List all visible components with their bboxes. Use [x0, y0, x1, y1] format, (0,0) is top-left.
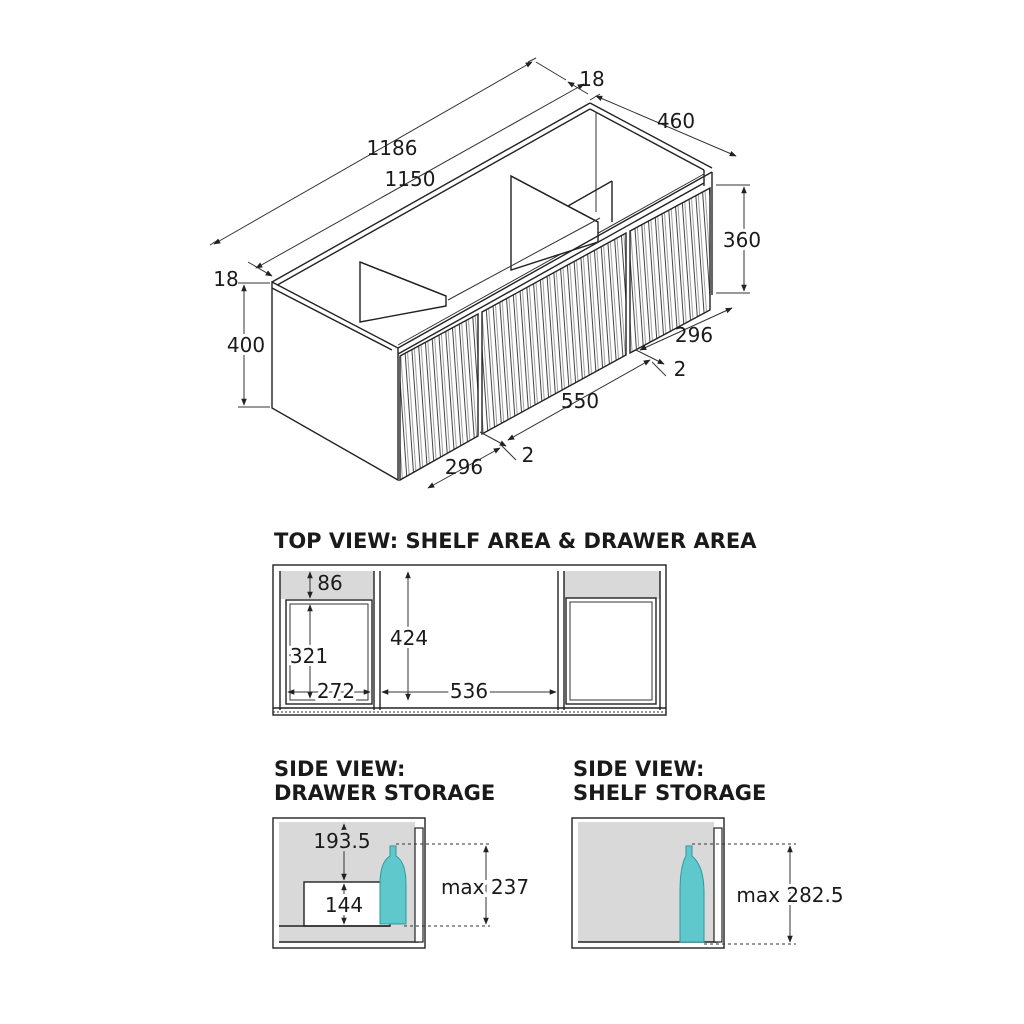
label-depth: 460 — [656, 109, 696, 133]
top-right-drawer — [566, 598, 656, 704]
dim-drawer-max — [441, 846, 529, 924]
dim-gap-right — [636, 350, 686, 381]
dim-shelf-max — [736, 846, 843, 942]
label-height-left: 400 — [226, 333, 266, 357]
label-drawer-upper: 193.5 — [313, 829, 371, 853]
label-side-thickness: 18 — [213, 267, 239, 291]
dim-top-thickness — [536, 62, 605, 94]
label-top-thickness: 18 — [579, 67, 605, 91]
dim-height-right — [716, 185, 761, 293]
label-overall-width: 1186 — [366, 136, 418, 160]
label-center-width: 536 — [449, 679, 489, 703]
label-shelf-max: max 282.5 — [736, 883, 844, 907]
left-partition — [360, 262, 446, 322]
label-drawer-right: 296 — [674, 323, 714, 347]
dim-side-thickness — [213, 262, 272, 291]
label-drawer-middle: 550 — [560, 389, 600, 413]
side-view-shelf — [572, 757, 844, 948]
label-inner-width: 1150 — [384, 167, 436, 191]
label-gap-right: 2 — [673, 357, 687, 381]
label-drawer-depth: 321 — [289, 644, 329, 668]
label-drawer-width: 272 — [316, 679, 356, 703]
top-view — [273, 529, 757, 715]
side-drawer-heading-line1: SIDE VIEW: — [274, 757, 406, 781]
dim-depth — [590, 94, 736, 156]
isometric-view — [210, 58, 761, 488]
dim-gap-left — [480, 432, 534, 467]
label-height-right: 360 — [722, 228, 762, 252]
side-shelf-heading-line2: SHELF STORAGE — [573, 781, 767, 805]
side-shelf-heading-line1: SIDE VIEW: — [573, 757, 705, 781]
label-gap-left: 2 — [521, 443, 535, 467]
dim-height-left — [227, 283, 270, 407]
side-drawer-heading-line2: DRAWER STORAGE — [274, 781, 496, 805]
label-shelf-depth-top: 86 — [317, 571, 343, 595]
side-view-drawer — [273, 757, 529, 948]
label-drawer-left: 296 — [444, 455, 484, 479]
label-drawer-lower: 144 — [324, 893, 364, 917]
drawer-front-middle — [482, 233, 626, 434]
label-center-depth: 424 — [389, 626, 429, 650]
top-view-heading: TOP VIEW: SHELF AREA & DRAWER AREA — [274, 529, 757, 553]
label-drawer-max: max 237 — [440, 875, 530, 899]
dim-overall-width — [210, 58, 536, 245]
